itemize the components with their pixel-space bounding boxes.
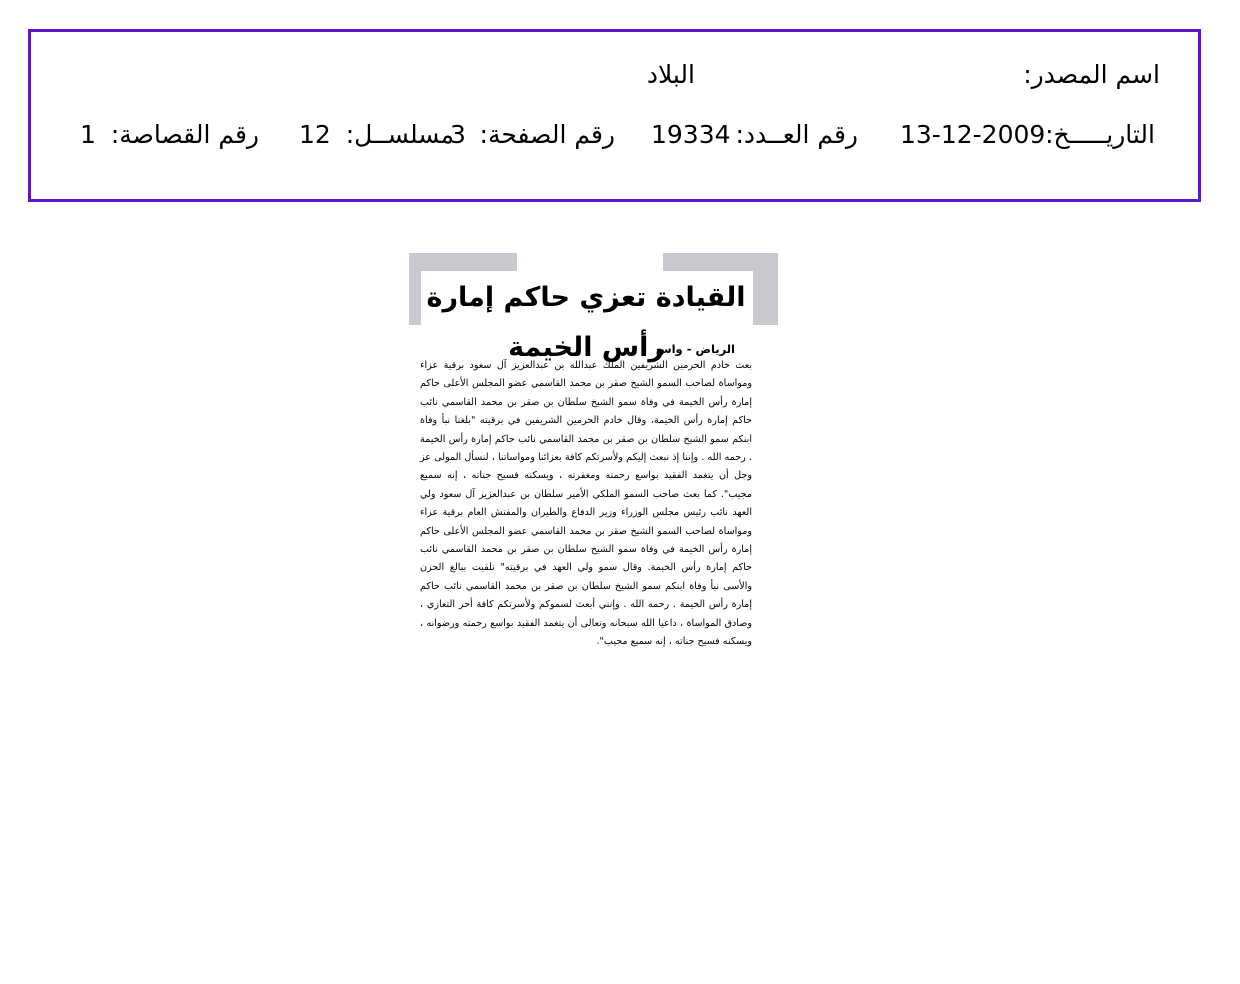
metadata-header-box — [28, 29, 1201, 202]
serial-label: مسلســل: — [345, 120, 454, 149]
page-label: رقم الصفحة: — [479, 120, 615, 149]
article-title: القيادة تعزي حاكم إمارة رأس الخيمة — [426, 282, 746, 363]
source-value: البلاد — [646, 60, 695, 89]
title-frame-left-edge — [409, 253, 421, 325]
date-value: 13-12-2009 — [900, 120, 1046, 149]
issue-label: رقم العــدد: — [735, 120, 858, 149]
clip-value: 1 — [80, 120, 96, 149]
page-value: 3 — [450, 120, 466, 149]
source-label: اسم المصدر: — [1023, 60, 1160, 89]
article-body: بعث خادم الحرمين الشريفين الملك عبدالله بن عبدالعزيز آل سعود برقية عزاء ومواساة لصاحب السمو الشيخ صقر بن محمد القاسمي عضو المجلس الأعلى حاكم إمارة رأس الخيمة في وفاة سمو الشيخ سلطان بن صقر بن محمد القاسمي نائب حاكم إمارة رأس الخيمة، وقال خادم الحرمين الشريفين في برقيته "بلغنا نبأ وفاة ابنكم سمو الشيخ سلطان بن صقر بن محمد القاسمي نائب حاكم إمارة رأس الخيمة . رحمه الله . وإننا إذ نبعث إليكم ولأسرتكم كافة بعزائنا ومواساتنا ، لنسأل المولى عز وجل أن يتغمد الفقيد بواسع رحمته ومغفرته ، ويسكنه فسيح جناته ، إنه سميع مجيب". كما بعث صاحب السمو الملكي الأمير سلطان بن عبدالعزيز آل سعود ولي العهد نائب رئيس مجلس الوزراء وزير الدفاع والطيران والمفتش العام برقية عزاء ومواساة لصاحب السمو الشيخ صقر بن محمد القاسمي عضو المجلس الأعلى حاكم إمارة رأس الخيمة في وفاة سمو الشيخ سلطان بن صقر بن محمد القاسمي نائب حاكم إمارة رأس الخيمة. وقال سمو ولي العهد في برقيته" تلقيت ببالغ الحزن والأسى نبأ وفاة ابنكم سمو الشيخ سلطان بن صقر بن محمد القاسمي نائب حاكم إمارة رأس الخيمة . رحمه الله . وإنني أبعث لسموكم ولأسرتكم كافة أحر التعازي ، وصادق المواساة ، داعيا الله سبحانه وتعالى أن يتغمد الفقيد بواسع رحمته ورضوانه ، ويسكنه فسيح جناته ، إنه سميع مجيب". — [420, 360, 752, 648]
clip-label: رقم القصاصة: — [110, 120, 259, 149]
article-dateline: الرياض - واس — [655, 342, 735, 356]
title-frame-right-edge — [753, 253, 778, 325]
serial-value: 12 — [299, 120, 331, 149]
date-label: التاريـــــخ: — [1045, 120, 1155, 149]
title-frame-left-bar — [409, 253, 517, 271]
issue-value: 19334 — [651, 120, 731, 149]
